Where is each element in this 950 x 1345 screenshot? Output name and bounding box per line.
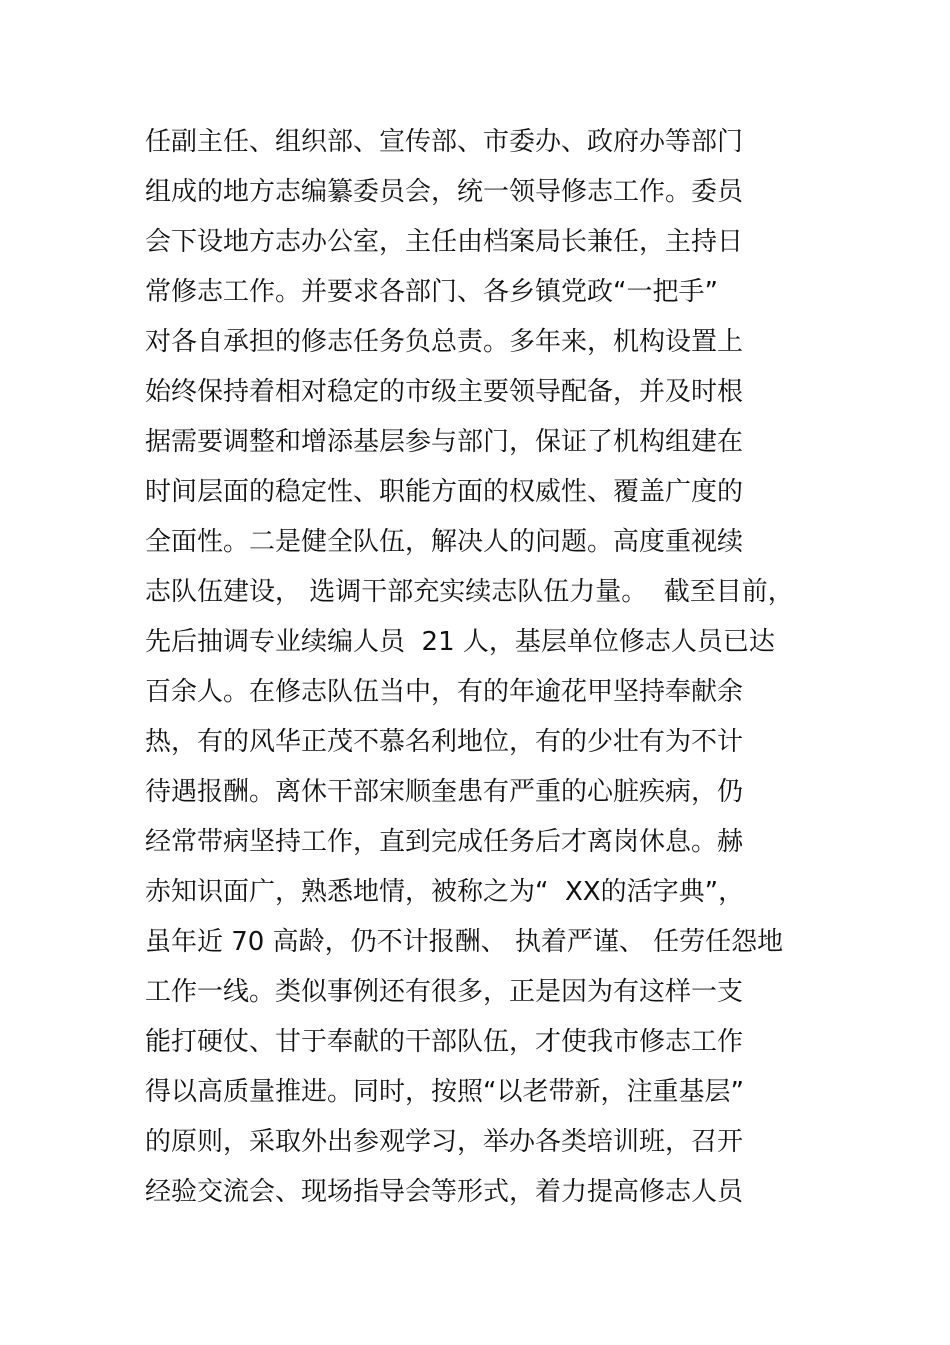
text-line-16: 赤知识面广，熟悉地情，被称之为“ XX的活字典”， [145, 877, 745, 907]
text-line-15: 经常带病坚持工作，直到完成任务后才离岗休息。赫 [145, 827, 744, 857]
text-line-11: 先后抽调专业续编人员 21 人，基层单位修志人员已达 [145, 627, 775, 657]
text-line-4: 常修志工作。并要求各部门、各乡镇党政“一把手” [145, 277, 718, 307]
text-line-8: 时间层面的稳定性、职能方面的权威性、覆盖广度的 [145, 477, 744, 507]
text-line-21: 的原则，采取外出参观学习，举办各类培训班，召开 [145, 1127, 744, 1157]
text-line-19: 能打硬仗、甘于奉献的干部队伍，才使我市修志工作 [145, 1027, 744, 1057]
text-line-7: 据需要调整和增添基层参与部门，保证了机构组建在 [145, 427, 744, 457]
text-line-13: 热，有的风华正茂不慕名利地位，有的少壮有为不计 [145, 727, 744, 757]
text-line-14: 待遇报酬。离休干部宋顺奎患有严重的心脏疾病，仍 [145, 777, 744, 807]
body-text [145, 117, 845, 1217]
text-line-12: 百余人。在修志队伍当中，有的年逾花甲坚持奉献余 [145, 677, 744, 707]
text-line-10: 志队伍建设， 选调干部充实续志队伍力量。 截至目前， [145, 577, 794, 607]
text-line-20: 得以高质量推进。同时，按照“以老带新，注重基层” [145, 1077, 744, 1107]
text-line-18: 工作一线。类似事例还有很多，正是因为有这样一支 [145, 977, 744, 1007]
text-line-6: 始终保持着相对稳定的市级主要领导配备，并及时根 [145, 377, 744, 407]
text-line-5: 对各自承担的修志任务负总责。多年来，机构设置上 [145, 327, 744, 357]
text-line-17: 虽年近 70 高龄，仍不计报酬、 执着严谨、 任劳任怨地 [145, 927, 784, 957]
text-line-1: 任副主任、组织部、宣传部、市委办、政府办等部门 [145, 127, 744, 157]
text-line-2: 组成的地方志编纂委员会，统一领导修志工作。委员 [145, 177, 744, 207]
text-line-22: 经验交流会、现场指导会等形式，着力提高修志人员 [145, 1177, 744, 1207]
text-line-9: 全面性。二是健全队伍，解决人的问题。高度重视续 [145, 527, 744, 557]
text-line-3: 会下设地方志办公室，主任由档案局长兼任，主持日 [145, 227, 744, 257]
